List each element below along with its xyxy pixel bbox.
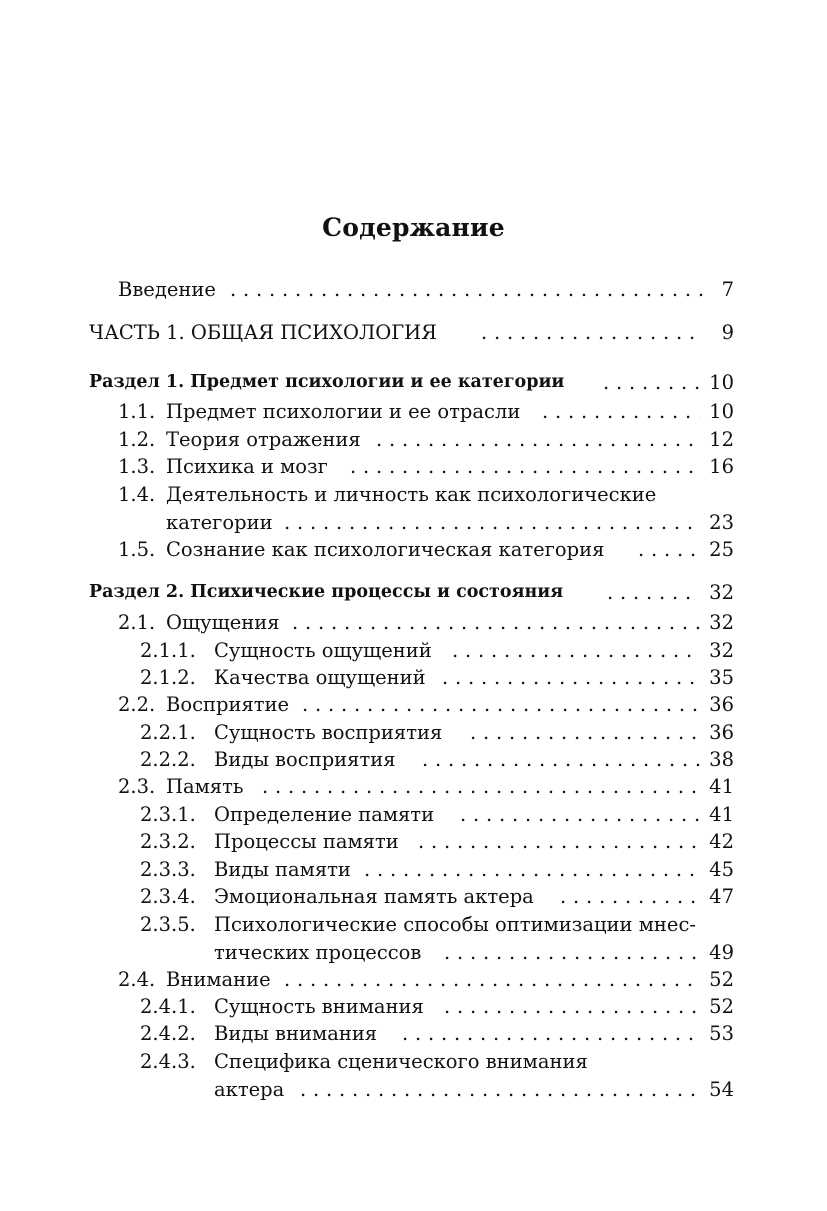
toc-entry-text: Теория отражения xyxy=(166,428,361,451)
toc-entry-1-1[interactable] xyxy=(118,398,734,425)
toc-page-number: 16 xyxy=(709,455,734,478)
toc-leader xyxy=(292,609,700,636)
toc-entry-text: Эмоциональная память актера xyxy=(214,885,534,908)
toc-entry-2-3-1[interactable] xyxy=(140,801,734,828)
toc-entry-number: 2.4. xyxy=(118,968,156,991)
toc-entry-number: 2.3.4. xyxy=(140,885,196,908)
toc-entry-2-2-2[interactable] xyxy=(140,746,734,773)
toc-leader xyxy=(542,398,700,425)
toc-leader xyxy=(638,536,700,563)
toc-page-number: 32 xyxy=(709,581,734,604)
toc-entry-2-2[interactable] xyxy=(118,691,734,718)
toc-entry-section2[interactable] xyxy=(89,579,734,606)
toc-leader xyxy=(284,966,700,993)
toc-entry-text: Качества ощущений xyxy=(214,666,426,689)
toc-entry-text: Память xyxy=(166,775,244,798)
toc-entry-text: Психика и мозг xyxy=(166,455,328,478)
toc-leader xyxy=(418,828,700,855)
toc-leader xyxy=(422,746,700,773)
toc-leader xyxy=(444,993,700,1020)
toc-page-number: 10 xyxy=(709,371,734,394)
toc-entry-number: 1.2. xyxy=(118,428,156,451)
toc-page-number: 12 xyxy=(709,428,734,451)
toc-entry-text: ЧАСТЬ 1. ОБЩАЯ ПСИХОЛОГИЯ xyxy=(89,321,437,344)
toc-entry-section1[interactable] xyxy=(89,369,734,396)
toc-entry-2-3-4[interactable] xyxy=(140,883,734,910)
toc-page-number: 52 xyxy=(709,995,734,1018)
toc-leader xyxy=(364,856,700,883)
toc-entry-number: 2.2.2. xyxy=(140,748,196,771)
toc-entry-text: Виды внимания xyxy=(214,1022,378,1045)
toc-page-number: 7 xyxy=(721,278,734,301)
toc-entry-text: Процессы памяти xyxy=(214,830,399,853)
toc-entry-2-3[interactable] xyxy=(118,773,734,800)
toc-page-number: 25 xyxy=(709,538,734,561)
toc-page-number: 45 xyxy=(709,858,734,881)
toc-leader xyxy=(376,426,700,453)
toc-entry-1-2[interactable] xyxy=(118,426,734,453)
toc-page-number: 49 xyxy=(709,941,734,964)
toc-entry-1-3[interactable] xyxy=(118,453,734,480)
toc-page-number: 38 xyxy=(709,748,734,771)
toc-page-number: 47 xyxy=(709,885,734,908)
toc-entry-number: 2.3.2. xyxy=(140,830,196,853)
toc-page-number: 53 xyxy=(709,1022,734,1045)
toc-entry-text: Ощущения xyxy=(166,611,280,634)
toc-page-number: 35 xyxy=(709,666,734,689)
toc-entry-number: 2.4.3. xyxy=(140,1050,196,1073)
toc-leader xyxy=(452,637,700,664)
toc-page-number: 52 xyxy=(709,968,734,991)
toc-entry-number: 2.4.2. xyxy=(140,1022,196,1045)
toc-leader xyxy=(603,369,699,396)
toc-entry-2-4-3[interactable] xyxy=(140,1048,734,1103)
toc-entry-text: Раздел 2. Психические процессы и состояния xyxy=(89,582,564,602)
toc-entry-text: Предмет психологии и ее отрасли xyxy=(166,400,521,423)
toc-leader xyxy=(284,509,700,536)
toc-entry-intro[interactable] xyxy=(118,276,734,303)
toc-entry-text: Психологические способы оптимизации мнес- xyxy=(214,913,696,936)
toc-page-number: 9 xyxy=(721,321,734,344)
toc-entry-2-2-1[interactable] xyxy=(140,719,734,746)
toc-entry-number: 2.1. xyxy=(118,611,156,634)
toc-entry-1-5[interactable] xyxy=(118,536,734,563)
toc-entry-number: 1.5. xyxy=(118,538,156,561)
toc-leader xyxy=(350,453,700,480)
page-title: Содержание xyxy=(322,213,505,242)
toc-entry-number: 1.1. xyxy=(118,400,156,423)
toc-leader xyxy=(481,319,703,346)
toc-entry-text: Введение xyxy=(118,278,216,301)
toc-entry-number: 2.3. xyxy=(118,775,156,798)
toc-entry-2-4-1[interactable] xyxy=(140,993,734,1020)
toc-entry-text-continued: категории xyxy=(166,511,273,534)
toc-leader xyxy=(402,1020,700,1047)
toc-leader xyxy=(444,939,700,966)
toc-entry-2-3-2[interactable] xyxy=(140,828,734,855)
toc-entry-text: Деятельность и личность как психологические xyxy=(166,483,657,506)
toc-entry-number: 2.2.1. xyxy=(140,721,196,744)
toc-entry-text: Сущность восприятия xyxy=(214,721,443,744)
toc-entry-text: Сущность ощущений xyxy=(214,639,432,662)
toc-page-number: 23 xyxy=(709,511,734,534)
toc-entry-text: Раздел 1. Предмет психологии и ее категории xyxy=(89,372,565,392)
toc-entry-text: Специфика сценического внимания xyxy=(214,1050,588,1073)
toc-leader xyxy=(300,1076,700,1103)
toc-entry-2-1-2[interactable] xyxy=(140,664,734,691)
toc-leader xyxy=(460,801,700,828)
toc-leader xyxy=(607,579,699,606)
toc-entry-number: 2.3.3. xyxy=(140,858,196,881)
toc-entry-2-1[interactable] xyxy=(118,609,734,636)
toc-entry-text: Сознание как психологическая категория xyxy=(166,538,605,561)
toc-page-number: 32 xyxy=(709,611,734,634)
toc-entry-number: 1.4. xyxy=(118,483,156,506)
toc-entry-text: Сущность внимания xyxy=(214,995,424,1018)
toc-page-number: 42 xyxy=(709,830,734,853)
toc-page-number: 41 xyxy=(709,775,734,798)
toc-entry-number: 2.1.1. xyxy=(140,639,196,662)
toc-entry-2-3-5[interactable] xyxy=(140,911,734,966)
toc-entry-1-4[interactable] xyxy=(118,481,734,536)
toc-leader xyxy=(560,883,700,910)
toc-entry-text-continued: тических процессов xyxy=(214,941,422,964)
toc-entry-text-continued: актера xyxy=(214,1078,285,1101)
toc-entry-part1[interactable] xyxy=(89,319,734,346)
toc-entry-number: 2.4.1. xyxy=(140,995,196,1018)
toc-leader xyxy=(302,691,700,718)
toc-page-number: 41 xyxy=(709,803,734,826)
toc-entry-text: Виды восприятия xyxy=(214,748,396,771)
toc-entry-number: 2.2. xyxy=(118,693,156,716)
toc-entry-2-1-1[interactable] xyxy=(140,637,734,664)
toc-entry-2-3-3[interactable] xyxy=(140,856,734,883)
toc-entry-text: Определение памяти xyxy=(214,803,435,826)
toc-entry-number: 1.3. xyxy=(118,455,156,478)
toc-entry-2-4-2[interactable] xyxy=(140,1020,734,1047)
toc-entry-number: 2.3.5. xyxy=(140,913,196,936)
toc-leader xyxy=(442,664,700,691)
toc-leader xyxy=(230,276,708,303)
toc-leader xyxy=(262,773,700,800)
toc-entry-number: 2.1.2. xyxy=(140,666,196,689)
toc-page-number: 10 xyxy=(709,400,734,423)
toc-entry-number: 2.3.1. xyxy=(140,803,196,826)
toc-entry-2-4[interactable] xyxy=(118,966,734,993)
toc-page-number: 54 xyxy=(709,1078,734,1101)
toc-page-number: 36 xyxy=(709,693,734,716)
toc-entry-text: Внимание xyxy=(166,968,271,991)
toc-entry-text: Восприятие xyxy=(166,693,290,716)
toc-page-number: 32 xyxy=(709,639,734,662)
toc-page-number: 36 xyxy=(709,721,734,744)
toc-leader xyxy=(470,719,700,746)
toc-entry-text: Виды памяти xyxy=(214,858,351,881)
